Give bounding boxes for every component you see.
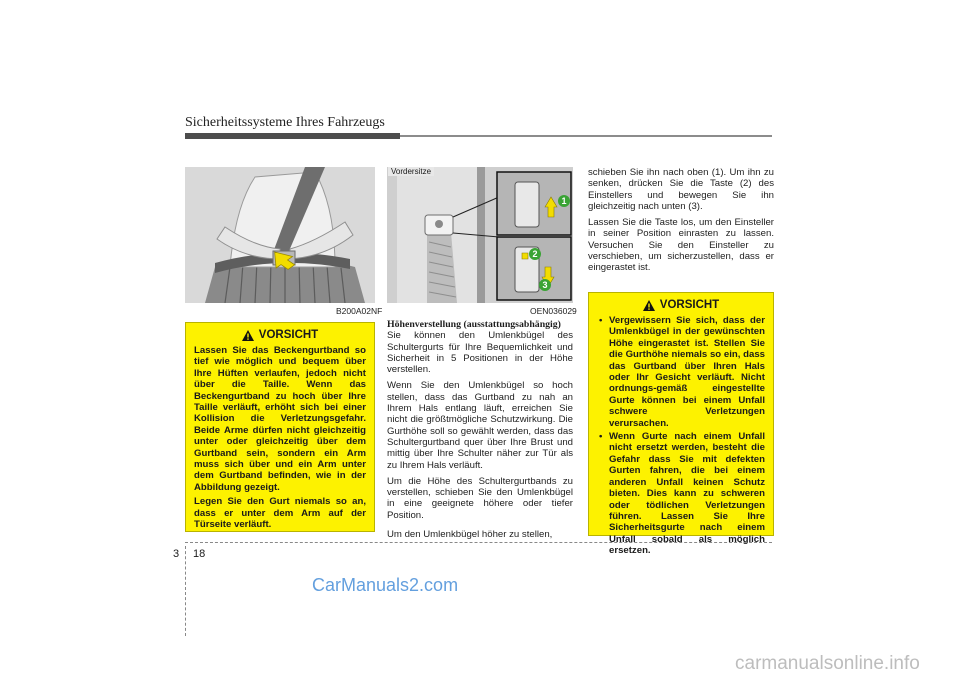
section-title: Sicherheitssysteme Ihres Fahrzeugs (185, 115, 385, 130)
warning-header (194, 329, 366, 341)
lap-belt-drawing (185, 167, 375, 303)
warning-title: VORSICHT (258, 329, 319, 341)
watermark-bottom: carmanualsonline.info (735, 653, 920, 674)
body-paragraph: Wenn Sie den Umlenkbügel so hoch stellen, dass das Gurtband zu nah an Ihrem Hals entlang läuft, erreichen Sie nicht die größtmögliche Schutzwirkung. Die Gurthöhe soll so gewählt werden, dass das Schultergurtband quer über Ihre Brust und mittig über Ihre Schulter näher zur Tür als zu Ihrem Hals verläuft. (387, 380, 573, 471)
callout-2-badge: 2 (529, 248, 541, 260)
body-paragraph: Sie können den Umlenkbügel des Schultergurts für Ihre Bequemlichkeit und Sicherheit in 5 Positionen in der Höhe verstellen. (387, 330, 573, 376)
warning-box-left (185, 322, 375, 532)
watermark-top: CarManuals2.com (312, 575, 459, 595)
footer-rule (185, 542, 772, 543)
body-paragraph: Um den Umlenkbügel höher zu stellen, (387, 529, 553, 541)
header-bar (185, 133, 400, 139)
warning-triangle-icon (643, 300, 655, 311)
page-number: 18 (193, 548, 206, 560)
warning-header (597, 299, 765, 311)
warning-triangle-icon (242, 330, 254, 341)
warning-list-item: • Wenn Gurte nach einem Unfall nicht ersetzt werden, besteht die Gefahr dass Sie mit defekten Gurten fahren, die bei einem anderen Unfall keinen Schutz bieten. Dies kann zu schweren oder tödlichen Verletzungen führen. Lassen Sie Ihre Sicherheitsgurte nach einem Unfall sobald als möglich ersetzen. (597, 431, 765, 556)
image-code-middle: OEN036029 (530, 306, 577, 316)
lap-belt-illustration (185, 167, 375, 303)
section-heading: Höhenverstellung (ausstattungsabhängig) (387, 319, 561, 330)
image-code-left: B200A02NF (336, 306, 383, 316)
height-adjustment-continued (588, 167, 774, 279)
warning-list-item: • Vergewissern Sie sich, dass der Umlenkbügel in der gewünschten Höhe eingerastet ist. Stellen Sie die Gurthöhe niemals so ein, dass das Gurtband über Ihren Hals oder Ihr Gesicht verläuft. Nicht ordnungs-gemäß eingestellte Gurte können bei einem Unfall schwere Verletzungen verursachen. (597, 315, 765, 429)
warning-title: VORSICHT (659, 299, 720, 311)
footer-vertical-rule (185, 546, 186, 636)
callout-1-badge: 1 (558, 195, 570, 207)
body-paragraph: Lassen Sie die Taste los, um den Einsteller in seiner Position einrasten zu lassen. Versuchen Sie den Einsteller zu verschieben, um sicherzustellen, dass er eingerastet ist. (588, 217, 774, 274)
seat-label: Vordersitze (388, 167, 434, 176)
height-adjustment-section (387, 319, 573, 545)
warning-list (597, 315, 765, 557)
chapter-number: 3 (173, 548, 180, 560)
body-paragraph: Um die Höhe des Schultergurtbands zu verstellen, schieben Sie den Umlenkbügel in eine geeignete höhere oder tiefer Position. (387, 475, 573, 521)
callout-3-badge: 3 (539, 279, 551, 291)
height-adjuster-illustration (387, 167, 573, 303)
warning-paragraph: Legen Sie den Gurt niemals so an, dass er unter dem Arm auf der Türseite verläuft. (194, 496, 366, 531)
warning-paragraph: Lassen Sie das Beckengurtband so tief wie möglich und bequem über Ihre Hüften verlaufen, jedoch nicht über die Taille. Wenn das Beckengurtband zu hoch über Ihre Taille verläuft, erhöht sich bei einer Kollision die Verletzungsgefahr. Beide Arme dürfen nicht gleichzeitig unter oder gleichzeitig über dem Gurtband sein, sondern ein Arm muss sich über und ein Arm unter dem Gurtband befinden, wie in der Abbildung gezeigt. (194, 345, 366, 493)
body-paragraph: schieben Sie ihn nach oben (1). Um ihn zu senken, drücken Sie die Taste (2) des Einstellers und bewegen Sie ihn gleichzeitig nach unten (3). (588, 167, 774, 212)
warning-box-right (588, 292, 774, 557)
header-rule (400, 135, 772, 137)
